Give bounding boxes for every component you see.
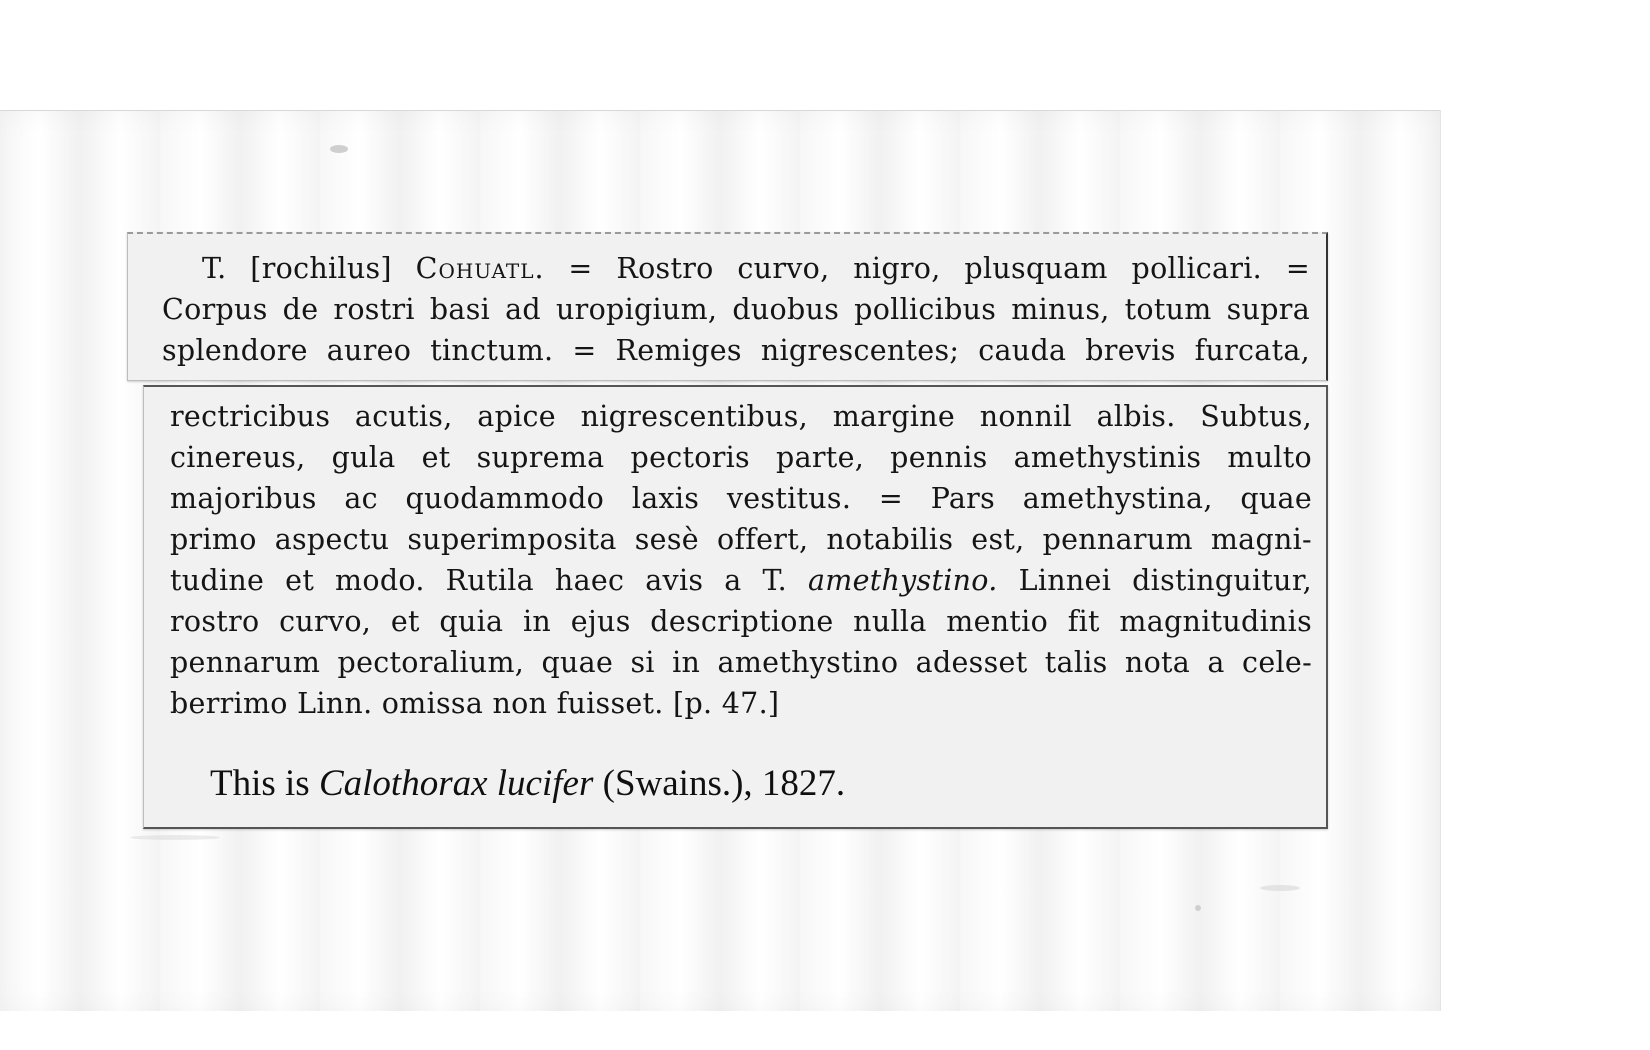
clipping-bottom-line-7: pennarum pectoralium, quae si in amethystino adesset talis nota a cele-	[170, 646, 1312, 679]
line-5-text-after: Linnei distinguitur,	[1018, 564, 1312, 597]
note-suffix: (Swains.), 1827.	[602, 763, 846, 804]
description-start: = Rostro curvo, nigro, plusquam pollicari. =	[568, 252, 1311, 285]
identification-note	[210, 762, 845, 805]
paper-speck	[330, 145, 348, 153]
clipping-top-line-3: splendore aureo tinctum. = Remiges nigrescentes; cauda brevis furcata,	[162, 334, 1310, 367]
clipping-top-line-1	[162, 248, 1310, 289]
clipping-bottom-line-8: berrimo Linn. omissa non fuisset. [p. 47.]	[170, 687, 780, 720]
paper-speck	[1260, 885, 1300, 891]
clipping-bottom-text	[170, 396, 1312, 724]
genus-abbrev: T.	[202, 252, 227, 285]
clipping-top-line-2: Corpus de rostri basi ad uropigium, duobus pollicibus minus, totum supra	[162, 293, 1310, 326]
note-prefix: This is	[210, 763, 310, 804]
paper-speck	[130, 835, 220, 840]
clipping-bottom-line-1: rectricibus acutis, apice nigrescentibus, margine nonnil albis. Subtus,	[170, 400, 1312, 433]
line-5-text-before: tudine et modo. Rutila haec avis a T.	[170, 564, 787, 597]
clipping-bottom-line-3: majoribus ac quodammodo laxis vestitus. = Pars amethystina, quae	[170, 482, 1312, 515]
paper-speck	[1195, 905, 1201, 911]
clipping-top-text	[162, 248, 1310, 371]
note-species-name: Calothorax lucifer	[318, 763, 594, 804]
clipping-bottom-line-5	[170, 560, 1312, 601]
species-heading: Cohuatl.	[415, 252, 545, 285]
genus-bracket: [rochilus]	[250, 252, 392, 285]
clipping-bottom-line-2: cinereus, gula et suprema pectoris parte, pennis amethystinis multo	[170, 441, 1312, 474]
clipping-bottom-line-6: rostro curvo, et quia in ejus descriptione nulla mentio fit magnitudinis	[170, 605, 1312, 638]
clipping-bottom-line-4: primo aspectu superimposita sesè offert, notabilis est, pennarum magni-	[170, 523, 1312, 556]
italic-species-reference: amethystino.	[807, 564, 998, 597]
